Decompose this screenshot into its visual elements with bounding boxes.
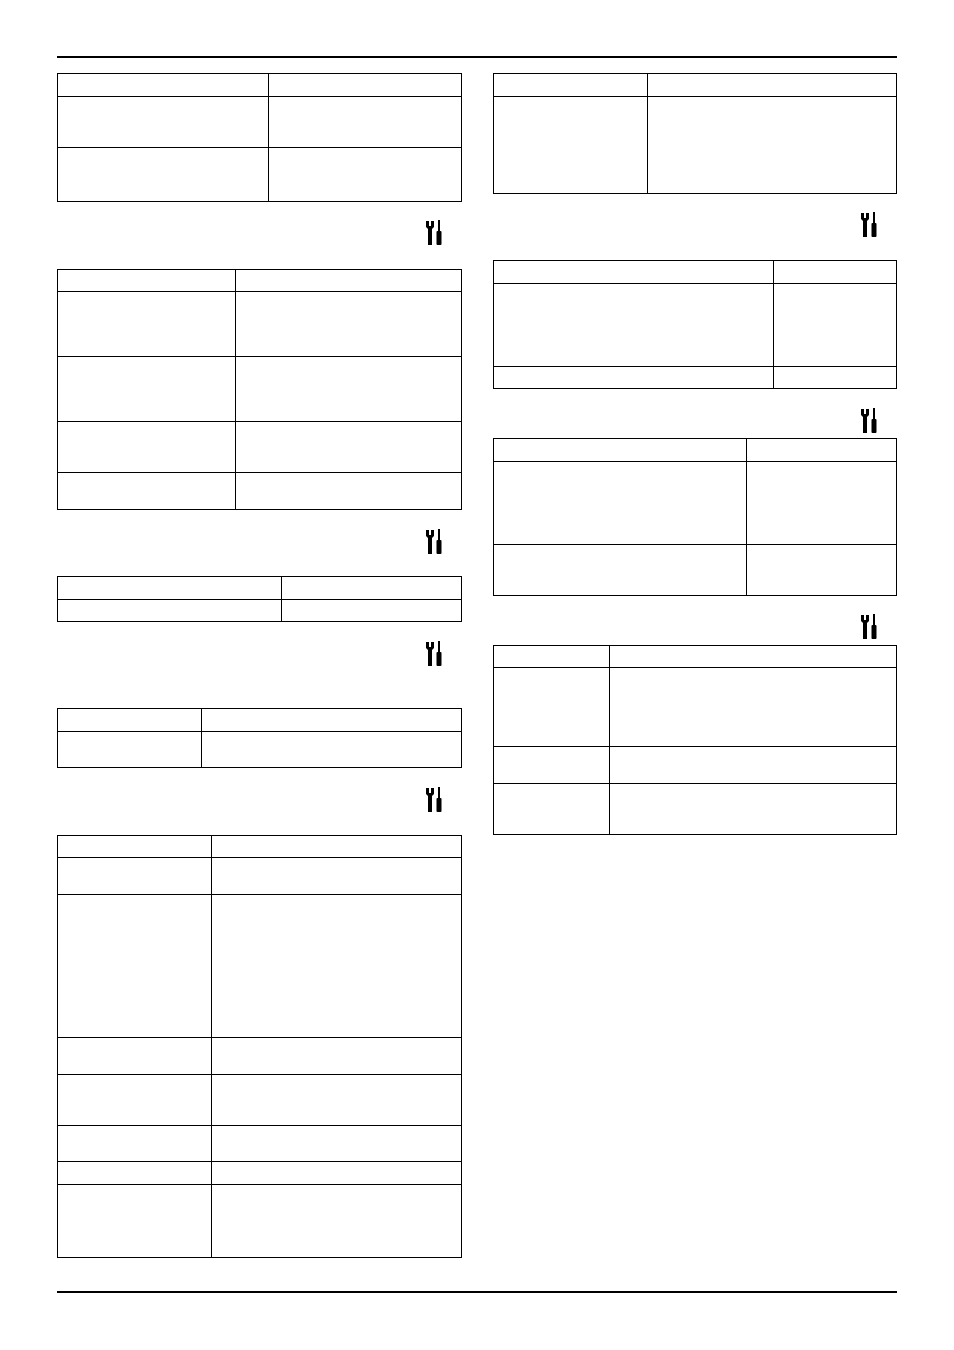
table-cell [236, 422, 462, 473]
table-header-row [494, 261, 897, 284]
table-header-row [58, 709, 462, 732]
table-header-row [494, 646, 897, 668]
table-header-row [494, 439, 897, 462]
table-cell [282, 600, 462, 622]
table-cell [236, 292, 462, 357]
table-cell [236, 473, 462, 510]
tools-icon [425, 529, 443, 555]
table-row [58, 97, 462, 148]
table-cell [58, 292, 236, 357]
table-cell [494, 367, 774, 389]
table-cell [58, 357, 236, 422]
table-cell [202, 732, 462, 768]
table-cell [58, 895, 212, 1038]
table-cell [610, 784, 897, 835]
right-table-2 [493, 260, 897, 389]
table-row [58, 357, 462, 422]
table-cell [212, 1075, 462, 1126]
table-cell [58, 270, 236, 292]
table-cell [282, 577, 462, 600]
table-row [58, 422, 462, 473]
table-cell [236, 270, 462, 292]
table-cell [58, 148, 269, 202]
table-cell [747, 439, 897, 462]
table-row [494, 284, 897, 367]
table-row [494, 462, 897, 545]
table-header-row [494, 74, 897, 97]
table-row [58, 858, 462, 895]
table-row [58, 1126, 462, 1162]
table-row [494, 747, 897, 784]
table-row [494, 784, 897, 835]
table-cell [58, 709, 202, 732]
table-cell [494, 668, 610, 747]
table-cell [58, 732, 202, 768]
table-cell [494, 439, 747, 462]
table-cell [212, 1038, 462, 1075]
table-cell [269, 97, 462, 148]
table-cell [58, 577, 282, 600]
table-header-row [58, 836, 462, 858]
table-row [58, 1162, 462, 1185]
table-cell [269, 148, 462, 202]
table-cell [58, 74, 269, 97]
table-cell [610, 747, 897, 784]
left-table-5 [57, 835, 462, 1258]
tools-icon [860, 212, 878, 238]
table-row [494, 545, 897, 596]
table-cell [58, 1185, 212, 1258]
table-row [58, 895, 462, 1038]
table-cell [236, 357, 462, 422]
right-table-3 [493, 438, 897, 596]
table-cell [58, 1038, 212, 1075]
tools-icon [860, 614, 878, 640]
left-table-3 [57, 576, 462, 622]
table-row [58, 473, 462, 510]
table-cell [58, 422, 236, 473]
table-cell [212, 836, 462, 858]
table-cell [494, 646, 610, 668]
tools-icon [425, 220, 443, 246]
table-row [58, 1075, 462, 1126]
table-row [494, 97, 897, 194]
table-row [494, 668, 897, 747]
right-table-4 [493, 645, 897, 835]
table-cell [494, 747, 610, 784]
table-cell [58, 836, 212, 858]
table-header-row [58, 270, 462, 292]
left-table-2 [57, 269, 462, 510]
table-cell [212, 1185, 462, 1258]
header-rule [57, 56, 897, 58]
table-cell [58, 600, 282, 622]
table-cell [269, 74, 462, 97]
table-cell [610, 646, 897, 668]
table-cell [494, 545, 747, 596]
table-row [58, 1038, 462, 1075]
table-cell [648, 97, 897, 194]
table-cell [747, 545, 897, 596]
left-table-1 [57, 73, 462, 202]
tools-icon [425, 787, 443, 813]
table-cell [212, 1126, 462, 1162]
table-header-row [58, 577, 462, 600]
table-cell [202, 709, 462, 732]
footer-rule [57, 1291, 897, 1293]
table-cell [58, 473, 236, 510]
table-cell [494, 284, 774, 367]
table-row [58, 148, 462, 202]
table-row [58, 732, 462, 768]
table-cell [212, 858, 462, 895]
table-cell [774, 261, 897, 284]
table-cell [494, 462, 747, 545]
table-row [58, 292, 462, 357]
table-cell [494, 97, 648, 194]
table-cell [58, 1162, 212, 1185]
table-cell [58, 1075, 212, 1126]
table-row [494, 367, 897, 389]
table-cell [774, 367, 897, 389]
table-cell [494, 261, 774, 284]
table-cell [610, 668, 897, 747]
table-cell [494, 74, 648, 97]
table-cell [774, 284, 897, 367]
tools-icon [425, 641, 443, 667]
right-table-1 [493, 73, 897, 194]
table-row [58, 600, 462, 622]
table-cell [212, 1162, 462, 1185]
table-row [58, 1185, 462, 1258]
table-cell [58, 1126, 212, 1162]
table-cell [212, 895, 462, 1038]
table-cell [648, 74, 897, 97]
tools-icon [860, 408, 878, 434]
table-cell [58, 858, 212, 895]
table-header-row [58, 74, 462, 97]
table-cell [58, 97, 269, 148]
left-table-4 [57, 708, 462, 768]
table-cell [747, 462, 897, 545]
table-cell [494, 784, 610, 835]
